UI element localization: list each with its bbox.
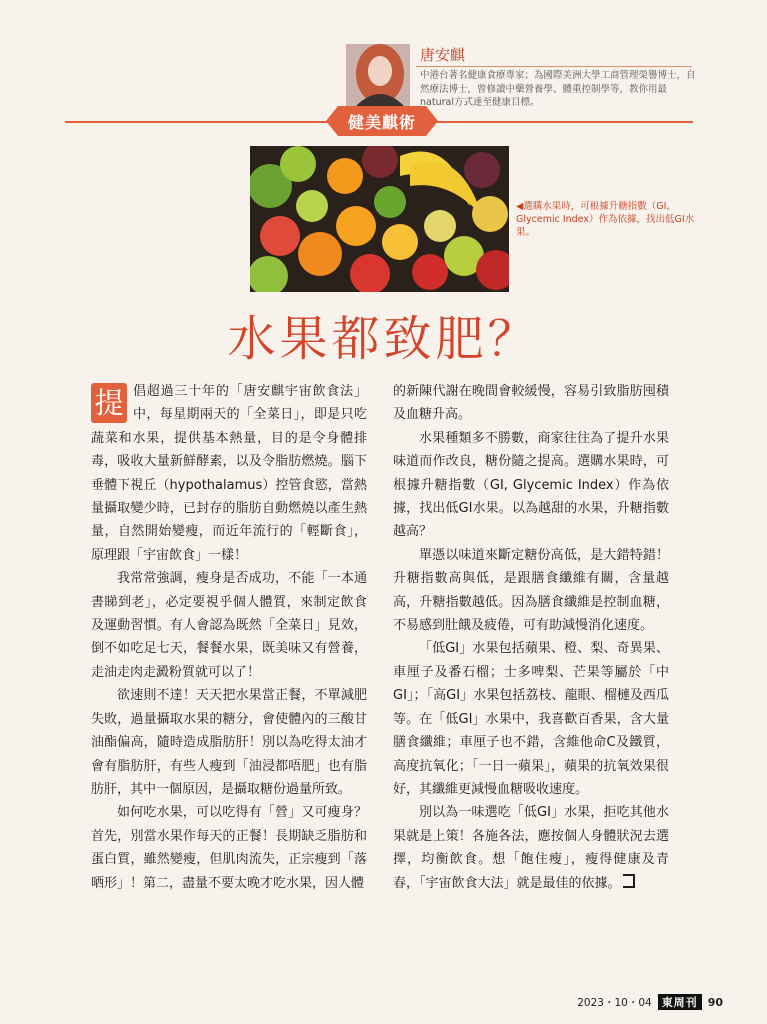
column-title: 健美麒術: [347, 113, 416, 132]
author-bio: 中港台著名健康食療專家；為國際美洲大學工商管理榮譽博士，自然療法博士，曾修讀中藥營養學、體重控制學等，教你用最natural方式達至健康目標。: [420, 70, 696, 108]
column-banner: [326, 106, 438, 136]
article-paragraph: 「低GI」水果包括蘋果、橙、梨、奇異果、車厘子及番石榴；士多啤梨、芒果等屬於「中GI」；「高GI」水果包括荔枝、龍眼、榴槤及西瓜等。在「低GI」水果中，我喜歡百香果，含大量膳食纖維；車厘子也不錯，含維他命C及鐵質，高度抗氧化；「一日一蘋果」，蘋果的抗氧效果很好，其纖維更減慢血糖吸收速度。: [393, 641, 669, 797]
end-mark-icon: [623, 874, 635, 888]
headline: 水果都致肥？: [227, 311, 540, 367]
photo-caption: ◀選購水果時，可根據升糖指數（GI, Glycemic Index）作為依據，找出低GI水果。: [516, 201, 695, 238]
article-paragraph: 提 倡超過三十年的「唐安麒宇宙飲食法」中，每星期兩天的「全菜日」，即是只吃蔬菜和水果，提供基本熱量，目的是令身體排毒，吸收大量新鮮酵素，以及令脂肪燃燒。腦下垂體下視丘（hypothalamus）控管食慾，當熱量攝取變少時，已封存的脂肪自動燃燒以產生熱量，自然開始變瘦，而近年流行的「輕斷食」，原理跟「宇宙飲食」一樣！: [91, 384, 367, 563]
author-divider: [416, 66, 692, 67]
author-name: 唐安麒: [420, 46, 466, 64]
author-photo: [346, 44, 410, 106]
article-paragraph: 我常常強調，瘦身是否成功，不能「一本通書睇到老」，必定要視乎個人體質，來制定飲食及運動習慣。有人會認為既然「全菜日」見效，倒不如吃足七天，餐餐水果，既美味又有營養，走油走肉走澱粉質就可以了！: [91, 571, 367, 680]
magazine-logo: 東周刊: [658, 994, 702, 1010]
drop-cap: 提: [91, 383, 127, 423]
article-column-right: [393, 380, 669, 895]
article-paragraph: 水果種類多不勝數，商家往往為了提升水果味道而作改良，糖份隨之提高。選購水果時，可根據升糖指數（GI, Glycemic Index）作為依據，找出低GI水果。以為越甜的水果，升糖指數越高？: [393, 430, 669, 540]
article-paragraph: 別以為一味選吃「低GI」水果，拒吃其他水果就是上策！各施各法，應按個人身體狀況去選擇，均衡飲食。想「飽住瘦」，瘦得健康及青春，「宇宙飲食大法」就是最佳的依據。: [393, 805, 669, 891]
article-paragraph: 的新陳代謝在晚間會較緩慢，容易引致脂肪囤積及血糖升高。: [393, 384, 669, 423]
article-column-left: [91, 380, 367, 895]
author-block: [346, 44, 706, 106]
page-footer: [577, 994, 723, 1010]
article-paragraph: 單憑以味道來斷定糖份高低，是大錯特錯！升糖指數高與低，是跟膳食纖維有關，含量越高，升糖指數越低。因為膳食纖維是控制血糖，不易感到肚餓及疲倦，可有助減慢消化速度。: [393, 547, 669, 634]
page-number: 90: [707, 995, 723, 1009]
fruit-photo: [250, 146, 509, 292]
article-paragraph: 如何吃水果，可以吃得有「營」又可瘦身？首先，別當水果作每天的正餐！長期缺乏脂肪和蛋白質，雖然變瘦，但肌肉流失，正宗瘦到「落晒形」！第二，盡量不要太晚才吃水果，因人體: [91, 805, 367, 891]
issue-date: 2023・10・04: [577, 996, 652, 1009]
article-paragraph: 欲速則不達！天天把水果當正餐，不單減肥失敗，過量攝取水果的糖分，會使體內的三酸甘油酯偏高，隨時造成脂肪肝！別以為吃得太油才會有脂肪肝，有些人瘦到「油浸都唔肥」也有脂肪肝，其中一個原因，是攝取糖份過量所致。: [91, 688, 367, 797]
